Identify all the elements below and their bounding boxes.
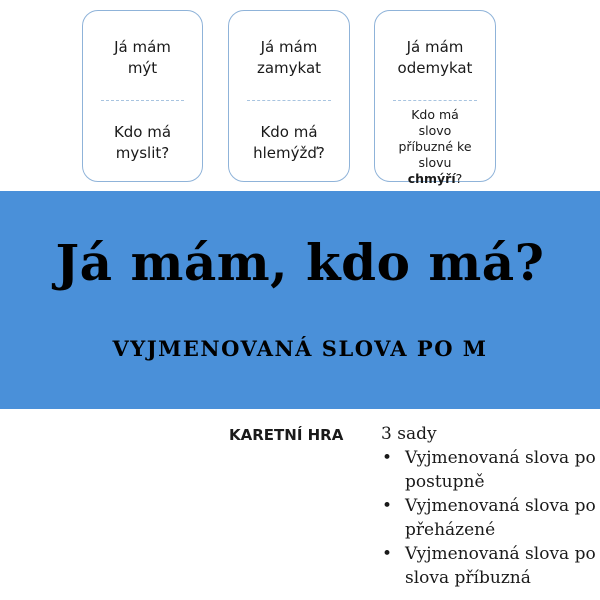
card-prompt-line: zamykat [256,59,322,77]
card-divider [393,100,477,101]
card-question [229,122,349,164]
card-question-line [375,171,495,187]
list-item-line: slova příbuzná [405,568,531,588]
card-prompt [83,37,202,79]
list-item-line: přeházené [405,520,496,540]
list-item [381,494,600,542]
card-divider [101,100,184,101]
sets-count: 3 sady [381,424,437,444]
list-item [381,542,600,590]
bullet-icon: • [382,496,393,516]
list-item-line: postupně [405,472,485,492]
sets-info [381,422,600,590]
card-question-line: slovo [418,123,452,138]
page-title: Já mám, kdo má? [55,233,545,292]
game-card-3 [374,10,496,186]
card-prompt-line: odemykat [397,59,473,77]
card-divider [247,100,331,101]
card-question [83,122,202,164]
card-question-line: myslit? [115,144,170,162]
list-item [381,446,600,494]
page-subtitle: VYJMENOVANÁ SLOVA PO M [112,336,488,361]
card-question-line: hlemýžď? [253,144,325,162]
card-prompt-line: mýt [127,59,158,77]
title-banner [0,191,600,409]
card-prompt [229,37,349,79]
card-question-line: slovu [418,155,452,170]
sets-list [381,446,600,590]
card-question-line: příbuzné ke [398,139,472,154]
bullet-icon: • [382,544,393,564]
card-question-mark: ? [455,171,463,186]
card-prompt-line: Já mám [260,38,318,56]
card-prompt-line: Já mám [114,38,171,56]
game-type-label: KARETNÍ HRA [229,426,344,444]
card-question-line: Kdo má [260,123,318,141]
card-question [375,107,495,187]
game-card-1 [82,10,203,182]
bullet-icon: • [382,448,393,468]
list-item-line: Vyjmenovaná slova po [405,544,596,564]
card-question-line: Kdo má [113,123,172,141]
list-item-line: Vyjmenovaná slova po [405,448,596,468]
list-item-line: Vyjmenovaná slova po [405,496,596,516]
card-question-line: Kdo má [411,107,459,122]
card-prompt [375,37,495,79]
card-keyword: chmýří [407,171,456,186]
game-card-2 [228,10,350,182]
card-prompt-line: Já mám [406,38,464,56]
